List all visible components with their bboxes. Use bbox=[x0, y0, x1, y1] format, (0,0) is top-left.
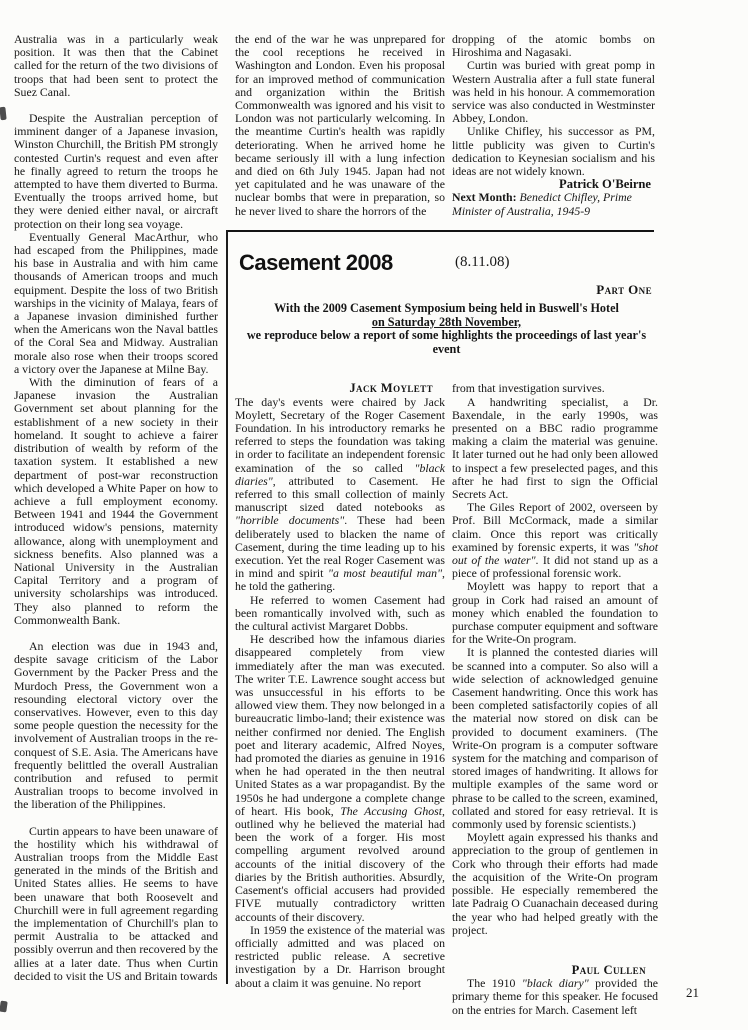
casement-article bbox=[235, 250, 658, 1017]
paragraph: It is planned the contested diaries will be scanned into a computer. So also will a wide selection of acknowledged genuine Casement handwriting. Once this work has been completed satisfactorily copies of all the material now stored on disk can be provided to document examiners. (The Write-On program is a computer software system for the matching and comparison of stored images of handwriting. It allows for multiple examples of the same word or phrase to be called to the screen, examined, collated and stored for easy retrieval. It is commonly used by forensic scientists.) bbox=[452, 645, 658, 832]
paragraph: An election was due in 1943 and, despite savage criticism of the Labor Government by the Packer Press and the Murdoch Press, the Government won a resounding electoral victory over the conservatives. However, even to this day some people question the necessity for the involvement of Australian troops in the re-conquest of S.E. Asia. The Americans have frequently belittled the overall Australian contribution and refused to permit Australian troops to become involved in the liberation of the Philippines. bbox=[14, 638, 218, 812]
top-article-column-3 bbox=[452, 33, 655, 218]
top-article-column-2 bbox=[235, 33, 445, 218]
next-month-note: Next Month: Benedict Chifley, Prime Minister of Australia, 1945-9 bbox=[452, 190, 632, 218]
paragraph: dropping of the atomic bombs on Hiroshima and Nagasaki. bbox=[452, 32, 655, 60]
standfirst-line-2: on Saturday 28th November, bbox=[371, 314, 522, 329]
section-divider-vertical bbox=[226, 230, 228, 984]
casement-columns bbox=[235, 382, 658, 1016]
paragraph: Curtin was buried with great pomp in Western Australia after a full state funeral was held in his honour. A commemoration service was also conducted in Westminster Abbey, London. bbox=[452, 58, 655, 126]
paragraph: Curtin appears to have been unaware of the hostility which his withdrawal of Australian troops from the Middle East generated in the minds of the British and United States allies. He seems to have been unaware that both Roosevelt and Churchill were in full agreement regarding the implementation of Churchill's plan to permit Australia to be attacked and possibly overrun and then recovered by the allies at a later date. Thus when Curtin decided to visit the US and Britain towards bbox=[14, 823, 218, 983]
paragraph: from that investigation survives. bbox=[452, 381, 605, 396]
paragraph: In 1959 the existence of the material was officially admitted and was placed on restricted public release. A secretive investigation by a Dr. Harrison brought about a claim it was genuine. No report bbox=[235, 922, 445, 990]
article-title: Casement 2008 bbox=[239, 250, 393, 275]
article-date: (8.11.08) bbox=[455, 254, 510, 270]
paragraph: Moylett was happy to report that a group in Cork had raised an amount of money which enabled the foundation to purchase computer equipment and software for the Write-On program. bbox=[452, 579, 658, 647]
speaker-heading: Jack Moylett bbox=[349, 381, 433, 396]
standfirst-line-3: we reproduce below a report of some highlights the proceedings of last year's event bbox=[246, 328, 647, 356]
casement-header bbox=[235, 250, 658, 280]
casement-column-left bbox=[235, 382, 445, 1016]
top-article-column-1 bbox=[14, 33, 218, 983]
part-label: Part One bbox=[596, 282, 652, 297]
paragraph: The day's events were chaired by Jack Moylett, Secretary of the Roger Casement Foundation. In his introductory remarks he referred to steps the foundation was taking in order to facilitate an independent forensic examination of the so called "black diaries", attributed to Casement. He referred to this small collection of mainly manuscript sized dated notebooks as "horrible documents". These had been deliberately used to blacken the name of Casement, during the time leading up to his execution. Yet the real Roger Casement was in mind and spirit "a most beautiful man", he told the gathering. bbox=[235, 394, 445, 594]
paragraph: Australia was in a particularly weak position. It was then that the Cabinet called for the return of the two divisions of troops that had been sent to protect the Suez Canal. bbox=[14, 32, 218, 99]
paragraph: Moylett again expressed his thanks and appreciation to the group of gentlemen in Cork who through their efforts had made the acquisition of the Write-On program possible. He especially remembered the late Padraig O Cuanachain deceased during the year who had helped greatly with the project. bbox=[452, 830, 658, 937]
paragraph: Eventually General MacArthur, who had escaped from the Philippines, made his base in Australia and with him came thousands of American troops and much equipment. Despite the loss of two British warships in the vicinity of Malaya, fears of a Japanese invasion diminished further when the Americans won the Naval battles of the Coral Sea and Midway. Australian morale also rose when their troops scored a victory over the Japanese at Milne Bay. bbox=[14, 229, 218, 376]
page-number: 21 bbox=[686, 985, 699, 1000]
paragraph: The 1910 "black diary" provided the primary theme for this speaker. He focused on the entries for March. Casement left bbox=[452, 976, 658, 1017]
casement-column-right bbox=[452, 382, 658, 1016]
paragraph: He referred to women Casement had been romantically involved with, such as the cultural activist Margaret Dobbs. bbox=[235, 592, 445, 634]
paragraph: Unlike Chifley, his successor as PM, little publicity was given to Curtin's dedication to Keynesian socialism and his ideas are not widely known. bbox=[452, 124, 655, 179]
scan-artifact bbox=[0, 1001, 8, 1013]
paragraph: A handwriting specialist, a Dr. Baxendale, in the early 1990s, was presented on a BBC radio programme making a claim the material was genuine. It later turned out he had only been allowed to inspect a few preselected pages, and this after he had first to sign the Official Secrets Act. bbox=[452, 394, 658, 501]
article-standfirst bbox=[235, 302, 658, 356]
author-byline: Patrick O'Beirne bbox=[559, 177, 651, 192]
section-divider-horizontal bbox=[227, 230, 654, 232]
paragraph: Despite the Australian perception of imminent danger of a Japanese invasion, Winston Churchill, the British PM strongly contested Curtin's request and even after he finally agreed to return the troops he attempted to have them diverted to Burma. Eventually the troops arrived home, but they were denied either naval, or aircraft protection on their long sea voyage. bbox=[14, 111, 219, 231]
paragraph: The Giles Report of 2002, overseen by Prof. Bill McCormack, made a similar claim. Once this report was critically examined by forensic experts, it was "shot out of the water". It did not stand up as a piece of professional forensic work. bbox=[452, 500, 658, 581]
paragraph: With the diminution of fears of a Japanese invasion the Australian Government set about planning for the establishment of a new society in their homeland. It sought to achieve a fairer distribution of wealth by reform of the taxation system. It established a new department of post-war reconstruction which developed a White Paper on how to achieve a full employment economy. Between 1941 and 1944 the Government introduced widow's pensions, maternity allowance, along with unemployment and sickness benefits. Also planned was a National University in the Australian Capital Territory and a program of university scholarships was introduced. They also planned to reform the Commonwealth Bank. bbox=[14, 375, 218, 627]
paragraph: the end of the war he was unprepared for the cool receptions he received in Washington and London. Even his proposal for an improved method of communication and organization within the British Commonwealth was ignored and his visit to London was not particularly welcoming. In the meantime Curtin's health was rapidly deteriorating. When he arrived home he became seriously ill with a lung infection and died on 6th July 1945. Japan had not yet capitulated and he was unaware of the nuclear bombs that were in preparation, so he never lived to share the horrors of the bbox=[235, 32, 445, 218]
speaker-heading: Paul Cullen bbox=[571, 962, 646, 977]
standfirst-line-1: With the 2009 Casement Symposium being held in Buswell's Hotel bbox=[274, 301, 619, 315]
scan-artifact bbox=[0, 107, 7, 121]
paragraph: He described how the infamous diaries disappeared completely from view immediately after the man was executed. The writer T.E. Lawrence sought access but was unsuccessful in his efforts to be allowed view them. They now belonged in a bureaucratic limbo-land; their existence was neither confirmed nor denied. The English poet and literary academic, Alfred Noyes, had promoted the diaries as genuine in 1916 when he had operated in the then neutral United States as a war propagandist. By the 1950s he had undergone a complete change of heart. His book, The Accusing Ghost, outlined why he believed the material had been the work of a forger. His most compelling argument revolved around accounts of the initial discovery of the diaries by the British authorities. Absurdly, Casement's official accusers had provided FIVE mutually contradictory written accounts of their discovery. bbox=[235, 632, 445, 924]
